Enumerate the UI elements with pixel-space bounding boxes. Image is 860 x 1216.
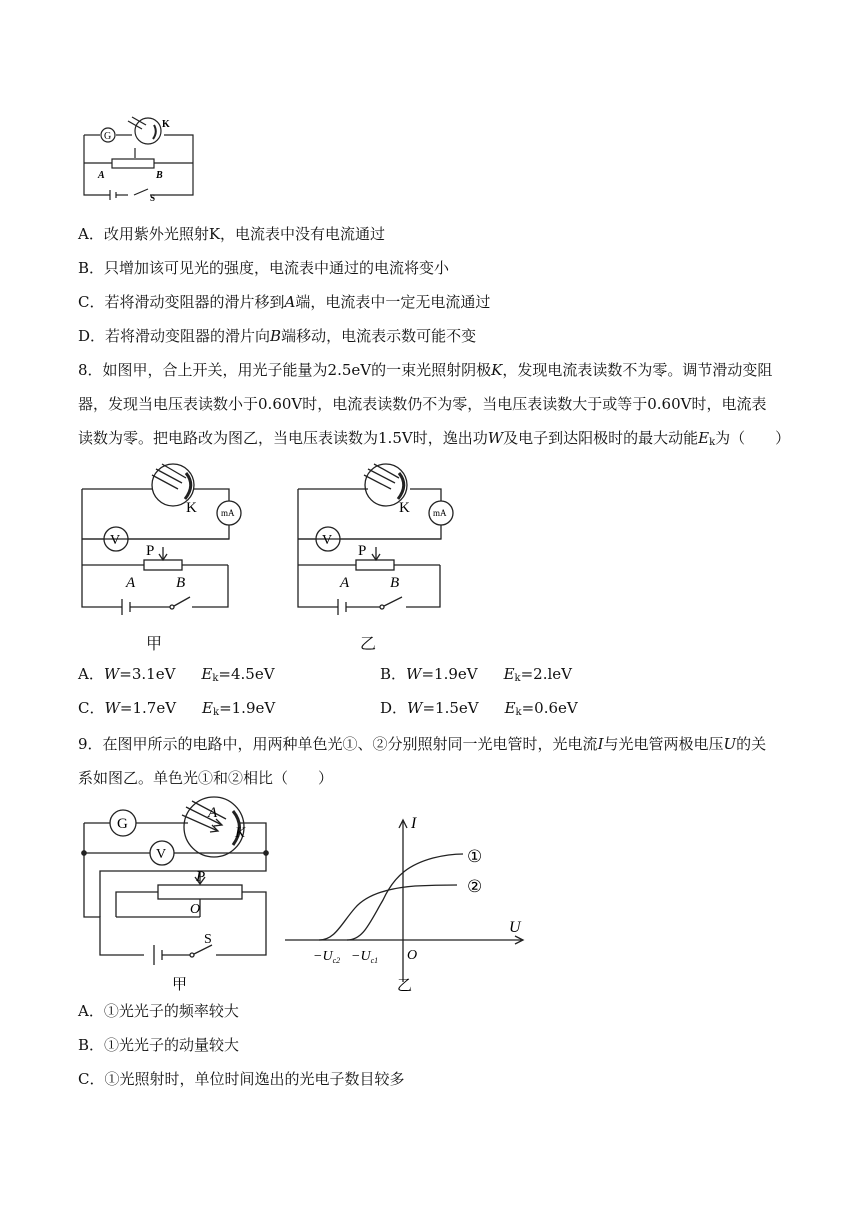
q8-yi-label-v: V (322, 533, 333, 548)
q8-jia-label-a: A (126, 575, 136, 591)
q8-jia-label-k: K (186, 500, 197, 516)
q8-option-b: B．W=1.9eV $E_k=2.leV$ (380, 665, 572, 684)
q7-fig-label-g: G (104, 131, 112, 142)
q7-fig-label-k: K (162, 119, 170, 130)
q9-option-b: B．①光光子的动量较大 (78, 1036, 240, 1054)
q8-option-c: C．W=1.7eV $E_k=1.9eV$ (78, 699, 276, 718)
q8-stem-line1: 8．如图甲，合上开关，用光子能量为2.5eV的一束光照射阴极K，发现电流表读数不为零。调节滑动变阻 (78, 361, 773, 379)
q8-caption-jia: 甲 (146, 634, 163, 653)
q9-graph-label-u: U (509, 919, 521, 936)
q7-option-c: C．若将滑动变阻器的滑片移到A端，电流表中一定无电流通过 (78, 293, 491, 311)
q9-curve-2 (319, 885, 457, 940)
q9-circuit-label-g: G (117, 816, 128, 832)
q9-graph-label-uc1: $-U_{c1}$ (351, 949, 379, 965)
q9-circuit-label-s: S (204, 932, 212, 947)
q9-stem-line1: 9．在图甲所示的电路中，用两种单色光①、②分别照射同一光电管时，光电流I与光电管两极电压U的关 (78, 735, 767, 753)
q8-yi-label-ma: mA (433, 508, 447, 518)
q8-yi-label-p: P (358, 543, 367, 559)
q9-stem-line2: 系如图乙。单色光①和②相比（ ） (78, 769, 334, 787)
q8-stem-line2: 器，发现当电压表读数小于0.60V时，电流表读数仍不为零，当电压表读数大于或等于0.60V时，电流表 (78, 395, 767, 413)
q7-option-b: B．只增加该可见光的强度，电流表中通过的电流将变小 (78, 259, 450, 277)
q8-yi-label-b: B (390, 575, 400, 591)
q7-fig-label-a: A (98, 170, 105, 181)
q9-option-a: A．①光光子的频率较大 (78, 1002, 239, 1020)
q8-jia-label-ma: mA (221, 508, 235, 518)
q8-circuit-jia (78, 465, 253, 615)
q9-circuit-label-v: V (156, 847, 167, 862)
q8-stem-line3: 读数为零。把电路改为图乙，当电压表读数为1.5V时，逸出功W及电子到达阳极时的最大动能$E_k$为（ ） (78, 429, 791, 448)
q9-iu-graph (285, 812, 535, 997)
q8-yi-label-a: A (340, 575, 350, 591)
q9-graph-label-curve1: ① (467, 847, 483, 866)
q8-jia-label-v: V (110, 533, 121, 548)
q9-graph-caption: 乙 (397, 978, 413, 994)
q9-graph-label-uc2: $-U_{c2}$ (313, 949, 341, 965)
q9-circuit-label-o: O (190, 902, 201, 917)
q7-circuit-diagram (80, 115, 200, 203)
q9-circuit-caption: 甲 (172, 977, 188, 993)
q9-curve-1 (347, 854, 463, 940)
q9-graph-label-curve2: ② (467, 877, 483, 896)
q8-jia-label-b: B (176, 575, 186, 591)
q8-circuit-yi (294, 465, 469, 615)
q8-caption-yi: 乙 (360, 634, 377, 653)
q8-jia-label-p: P (146, 543, 155, 559)
q8-option-d: D．W=1.5eV $E_k=0.6eV$ (380, 699, 578, 718)
q9-circuit-label-a: A (208, 805, 218, 821)
q8-yi-label-k: K (399, 500, 410, 516)
q7-option-d: D．若将滑动变阻器的滑片向B端移动，电流表示数可能不变 (78, 327, 477, 345)
q7-fig-label-s: S (150, 193, 156, 203)
q9-graph-label-o: O (407, 948, 418, 963)
q7-option-a: A．改用紫外光照射K，电流表中没有电流通过 (78, 225, 386, 243)
q8-option-a: A．W=3.1eV $E_k=4.5eV$ (78, 665, 275, 684)
q9-graph-label-i: I (411, 815, 417, 832)
q9-circuit-jia (78, 805, 278, 995)
q7-fig-label-b: B (156, 170, 163, 181)
q9-circuit-label-k: K (235, 825, 246, 841)
q9-circuit-label-p: P (196, 869, 206, 885)
q9-option-c: C．①光照射时，单位时间逸出的光电子数目较多 (78, 1070, 405, 1088)
